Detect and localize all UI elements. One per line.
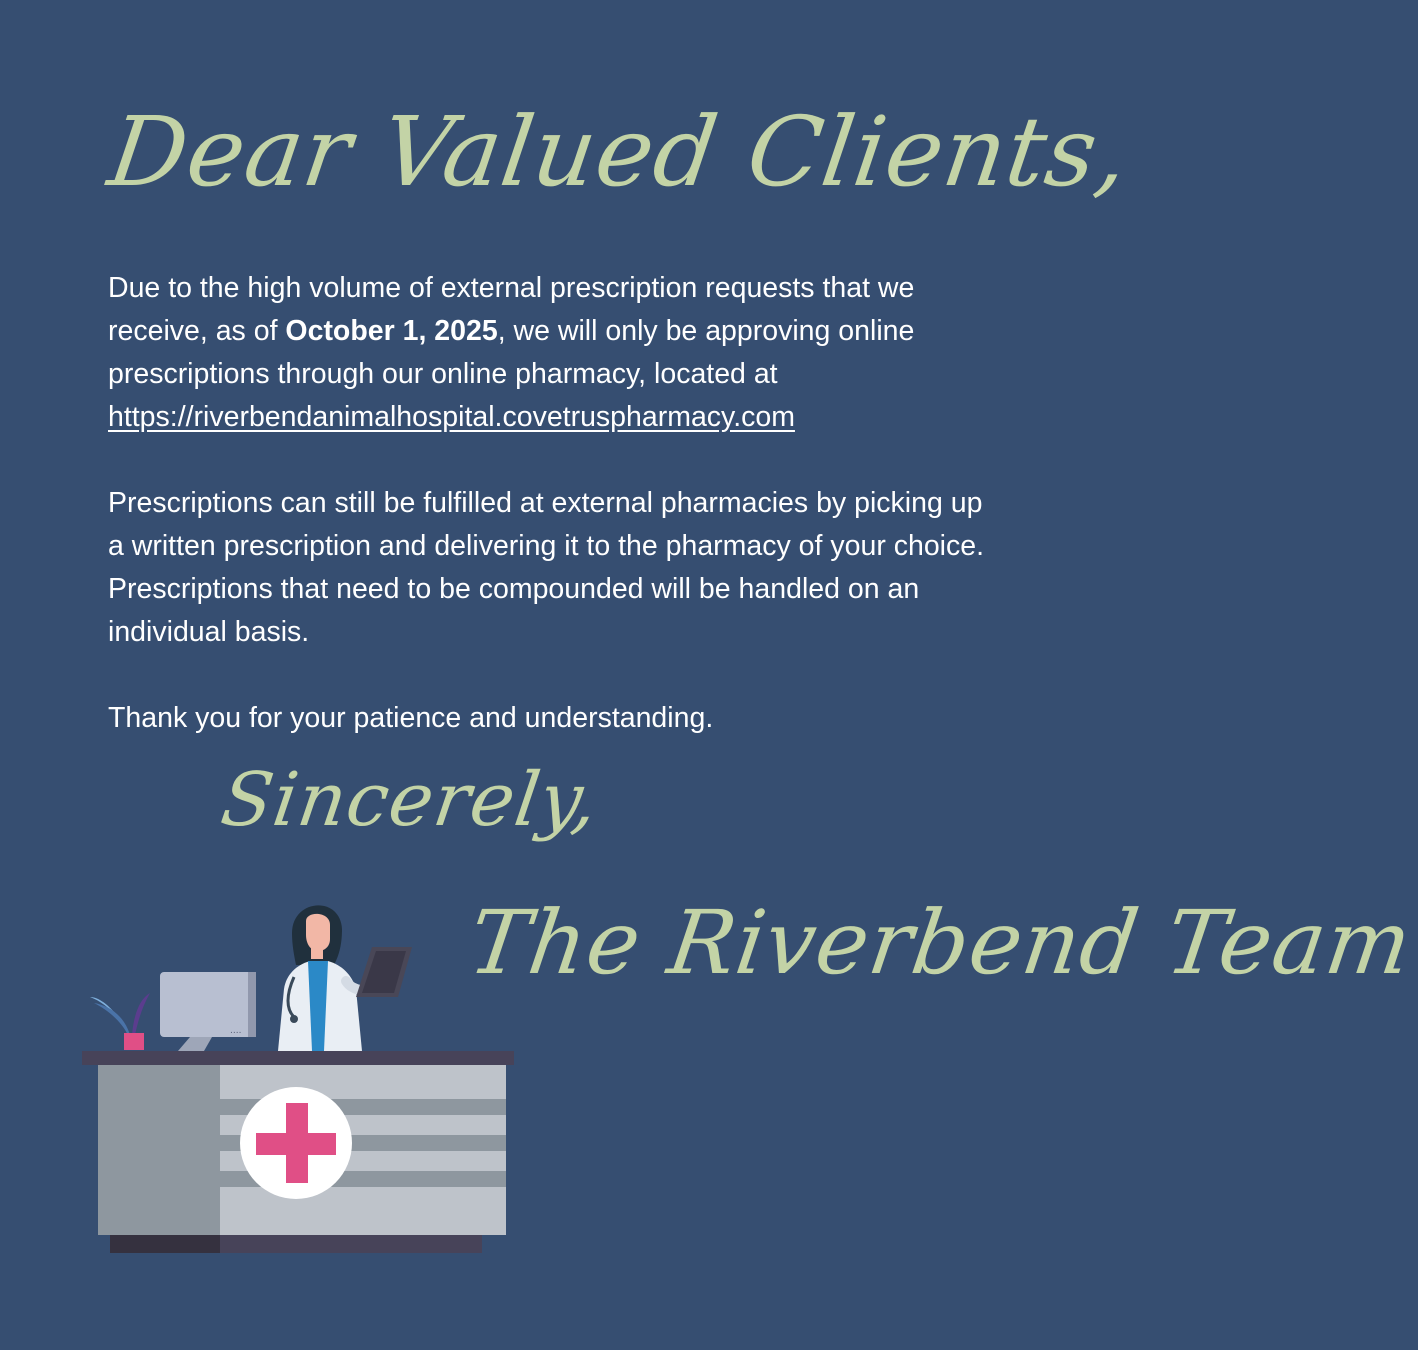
computer-monitor-icon (160, 972, 256, 1051)
effective-date: October 1, 2025 (285, 315, 498, 347)
thank-you-text: Thank you for your patience and understanding. (108, 702, 714, 734)
pharmacy-link[interactable]: https://riverbendanimalhospital.covetruspharmacy.com (108, 401, 795, 433)
team-signature: The Riverbend Team (462, 891, 1418, 994)
potted-plant-icon (90, 993, 150, 1050)
notice-paragraph-2: Prescriptions can still be fulfilled at external pharmacies by picking up a written prescription and delivering it to the pharmacy of your choice. Prescriptions that need to be compounded will be handled on an individual basis. (108, 487, 985, 648)
notice-paragraph-1 (108, 267, 988, 439)
reception-desk-illustration (80, 885, 520, 1260)
paragraph-1-continued: , we will only be approving online prescriptions through our online pharmacy, located at (108, 315, 915, 390)
medical-cross-icon (240, 1087, 352, 1199)
sign-off: Sincerely, (216, 757, 604, 843)
paragraph-1-intro: Due to the high volume of external prescription requests that we receive, as of (108, 272, 915, 347)
svg-text:....: .... (230, 1026, 242, 1036)
clipboard-icon (356, 947, 412, 997)
greeting-heading: Dear Valued Clients, (102, 96, 1137, 208)
